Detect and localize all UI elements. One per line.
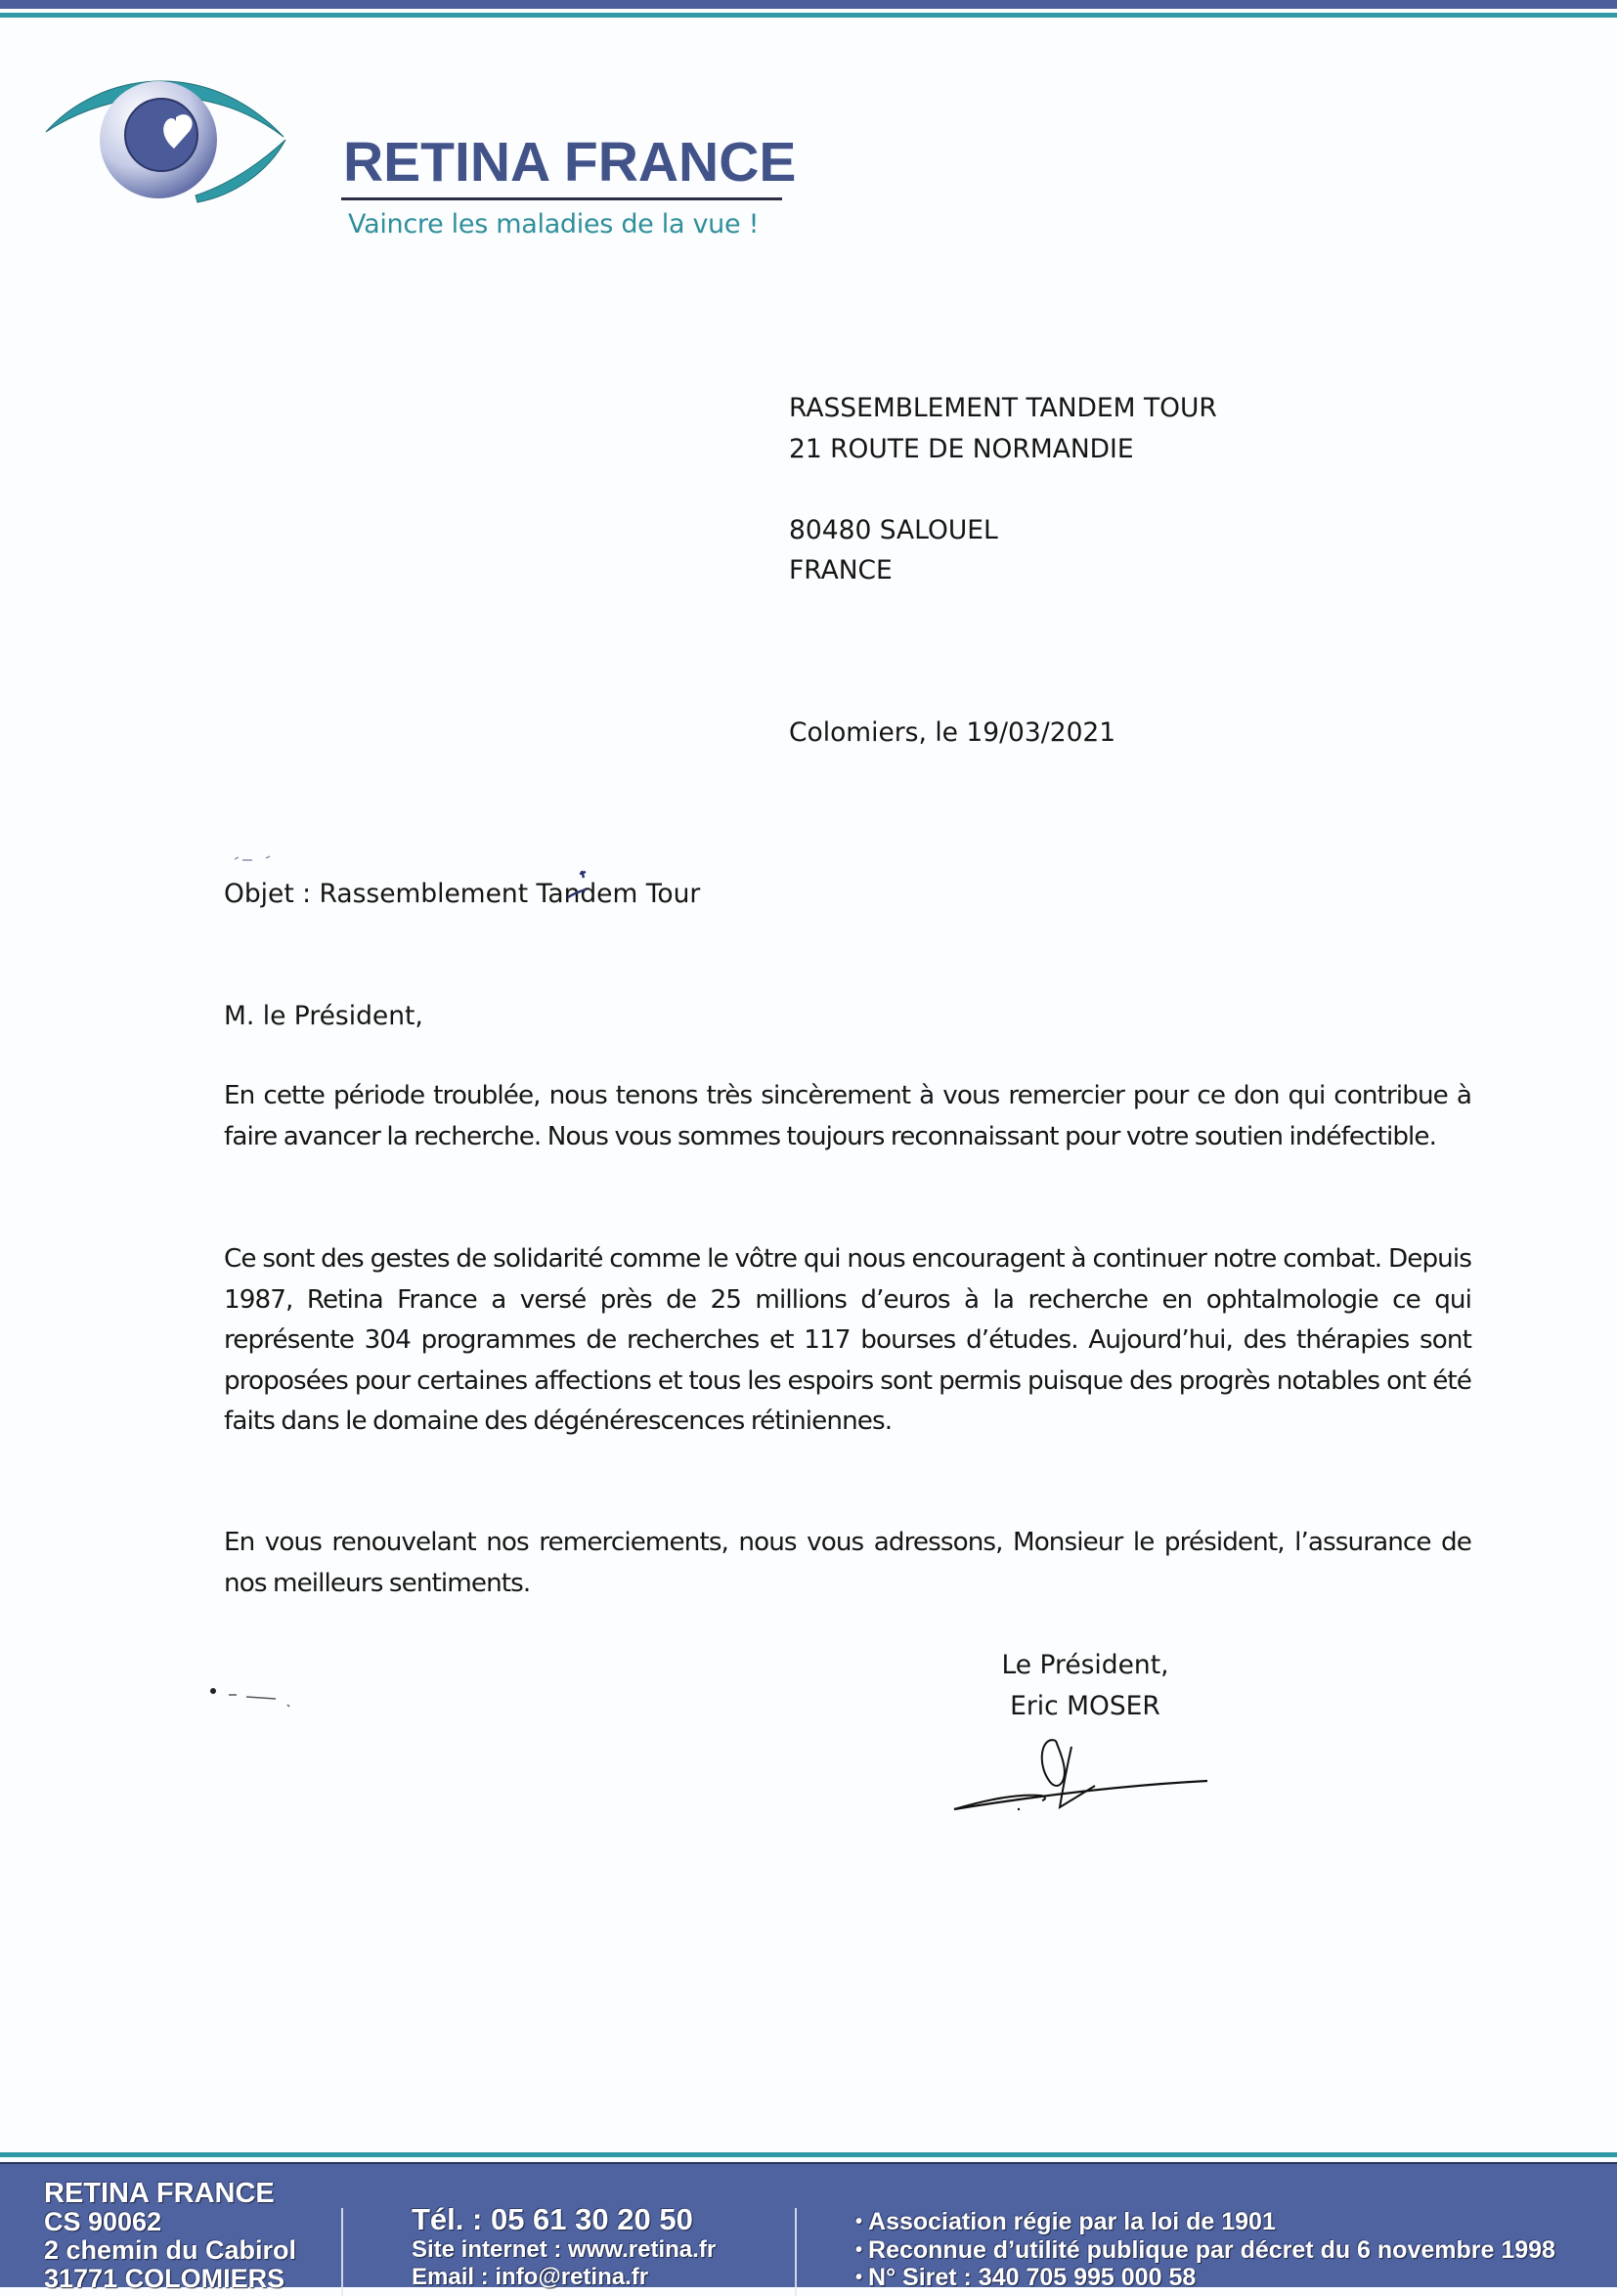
recipient-line: 21 ROUTE DE NORMANDIE bbox=[789, 433, 1134, 464]
footer-divider bbox=[341, 2208, 343, 2296]
footer-legal-item: • Reconnue d’utilité publique par décret du 6 novembre 1998 bbox=[855, 2236, 1555, 2265]
place-date-line: Colomiers, le 19/03/2021 bbox=[789, 717, 1116, 748]
footer-address-line: 2 chemin du Cabirol bbox=[44, 2235, 297, 2265]
footer-legal bbox=[855, 2208, 1555, 2292]
org-tagline: Vaincre les maladies de la vue ! bbox=[348, 209, 760, 239]
footer-divider bbox=[795, 2208, 797, 2296]
top-header-band bbox=[0, 0, 1617, 9]
footer-email[interactable]: Email : info@retina.fr bbox=[412, 2264, 649, 2290]
ink-speck bbox=[562, 868, 601, 907]
footer-contact bbox=[412, 2203, 716, 2291]
eye-icon bbox=[39, 59, 332, 215]
retina-france-logo bbox=[39, 59, 797, 239]
signatory-name: Eric MOSER bbox=[1010, 1690, 1160, 1721]
signoff-block bbox=[939, 1645, 1232, 1726]
subject-line: Objet : Rassemblement Tandem Tour bbox=[224, 879, 701, 909]
recipient-line: 80480 SALOUEL bbox=[789, 514, 998, 545]
footer-teal-rule bbox=[0, 2152, 1617, 2157]
footer-legal-item: • Association régie par la loi de 1901 bbox=[855, 2208, 1555, 2236]
footer bbox=[0, 2162, 1617, 2293]
org-name: RETINA FRANCE bbox=[343, 131, 797, 194]
footer-address bbox=[44, 2180, 296, 2293]
recipient-line bbox=[789, 469, 1217, 510]
footer-address-line: CS 90062 bbox=[44, 2207, 162, 2236]
body-paragraph: Ce sont des gestes de solidarité comme le vôtre qui nous encouragent à continuer notre combat. Depuis 1987, Retina France a versé près de 25 millions d’euros à la recherche en ophtalmologie ce qui représente 304 programmes de recherches et 117 bourses d’études. Aujourd’hui, des thérapies sont proposées pour certaines affections et tous les espoirs sont permis puisque des progrès notables ont été faits dans le domaine des dégénérescences rétiniennes. bbox=[224, 1244, 1471, 1436]
ink-speck bbox=[207, 1683, 295, 1712]
top-teal-rule bbox=[0, 13, 1617, 18]
logo-underline bbox=[341, 197, 782, 200]
footer-website[interactable]: Site internet : www.retina.fr bbox=[412, 2236, 717, 2263]
footer-phone: Tél. : 05 61 30 20 50 bbox=[412, 2202, 693, 2236]
footer-org-name: RETINA FRANCE bbox=[44, 2178, 275, 2209]
signature-icon bbox=[948, 1725, 1222, 1813]
body-paragraph: En vous renouvelant nos remerciements, nous vous adressons, Monsieur le président, l’assurance de nos meilleurs sentiments. bbox=[224, 1528, 1471, 1598]
recipient-address bbox=[789, 388, 1217, 591]
footer-legal-item: • N° Siret : 340 705 995 000 58 bbox=[855, 2264, 1555, 2292]
recipient-line: RASSEMBLEMENT TANDEM TOUR bbox=[789, 393, 1217, 423]
footer-address-line: 31771 COLOMIERS bbox=[44, 2264, 285, 2293]
ink-speck bbox=[233, 852, 311, 866]
recipient-line: FRANCE bbox=[789, 555, 893, 585]
signatory-title: Le Président, bbox=[1001, 1650, 1169, 1680]
body-paragraph: En cette période troublée, nous tenons très sincèrement à vous remercier pour ce don qui contribue à faire avancer la recherche. Nous vous sommes toujours reconnaissant pour votre soutien indéfectible. bbox=[224, 1081, 1471, 1151]
salutation: M. le Président, bbox=[224, 1001, 423, 1031]
